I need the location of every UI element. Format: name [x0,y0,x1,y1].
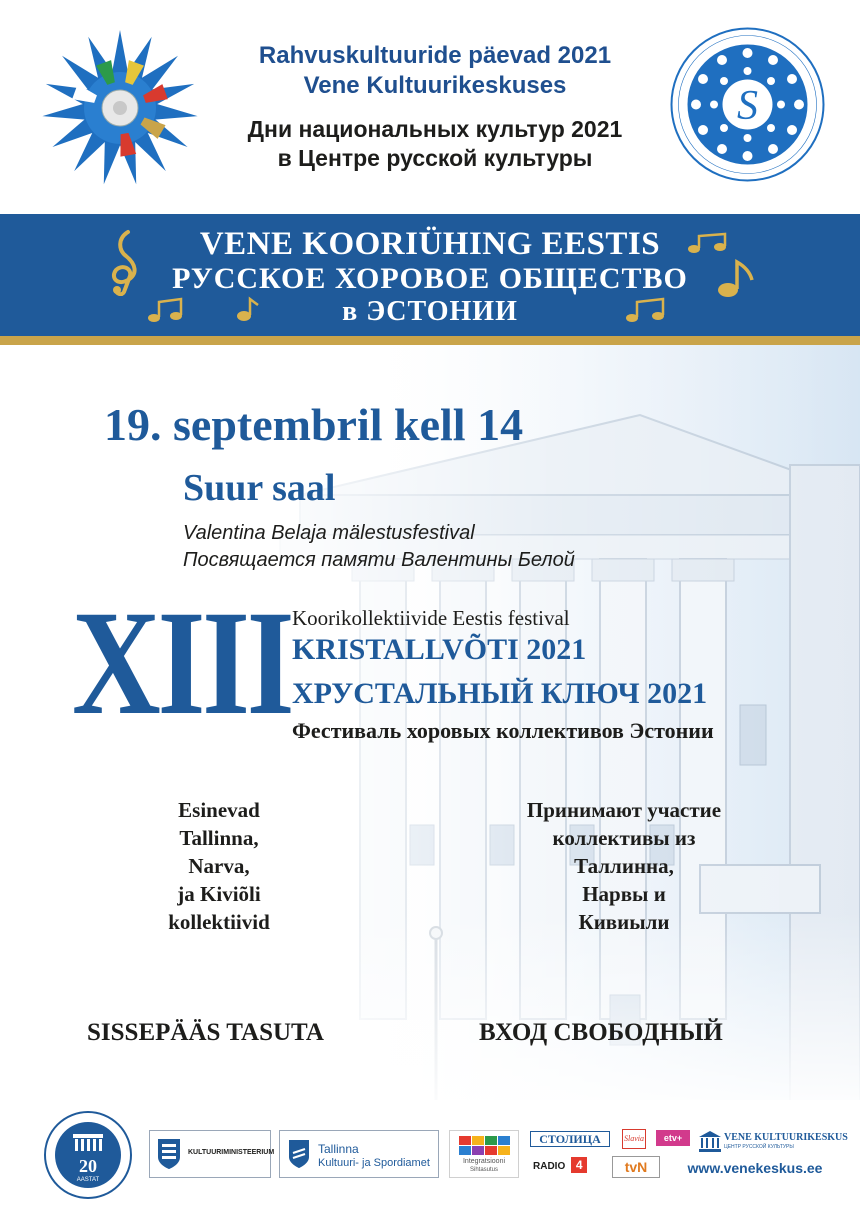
vene-kultuurikeskus-logo [698,1129,848,1155]
header-title-ru-2: в Центре русской культуры [277,145,593,171]
participants-et [140,796,298,936]
website-link[interactable]: www.venekeskus.ee [687,1160,823,1176]
festival-name-ru: ХРУСТАЛЬНЫЙ КЛЮЧ 2021 [292,677,708,710]
tallinn-label-2: Kultuuri- ja Spordiamet [318,1157,430,1169]
event-hall: Suur saal [183,467,336,509]
stolitsa-label: СТОЛИЦА [539,1132,601,1146]
tallinn-crest-icon [288,1139,310,1169]
radio-number: 4 [571,1157,587,1173]
memorial-dedication-ru: Посвящается памяти Валентины Белой [183,549,575,571]
header-title-et-2: Vene Kultuurikeskuses [303,72,567,99]
banner-title-ru-2: в ЭСТОНИИ [342,296,518,327]
memorial-dedication-et: Valentina Belaja mälestusfestival [183,522,475,544]
slavia-logo [622,1129,646,1149]
cornflower-logo-icon [40,28,200,188]
vk-logo-sub: ЦЕНТР РУССКОЙ КУЛЬТУРЫ [724,1144,794,1150]
festival-name-et: KRISTALLVÕTI 2021 [292,633,587,666]
tallinn-label-1: Tallinna [318,1142,359,1156]
participants-et-line: Tallinna, [179,826,259,850]
tvn-label: tvN [624,1159,648,1175]
participants-ru-line: Принимают участие [526,798,722,822]
header-title-ru-1: Дни национальных культур 2021 [247,116,623,142]
banner-title-ru: РУССКОЕ ХОРОВОЕ ОБЩЕСТВО [172,262,688,295]
radio-label: RADIO [533,1161,566,1172]
stolitsa-logo [530,1131,610,1147]
header-title-et-1: Rahvuskultuuride päevad 2021 [258,42,612,69]
tallinn-culture-logo [279,1130,439,1178]
admission-free-ru: ВХОД СВОБОДНЫЙ [479,1019,723,1046]
vk-20-number: 20 [79,1156,97,1176]
radio4-logo [533,1156,593,1178]
participants-ru-line: Кивиыли [578,910,670,934]
festival-subtitle-ru: Фестиваль хоровых коллективов Эстонии [292,718,714,743]
banner-gold-stripe [0,336,860,345]
ministry-logo [149,1130,275,1178]
participants-et-line: Esinevad [178,798,260,822]
participants-et-line: Narva, [188,854,250,878]
etv-label: etv+ [663,1133,683,1143]
participants-ru [493,796,755,936]
vk-logo-label: VENE KULTUURIKESKUS [724,1132,848,1143]
ministry-label: KULTUURIMINISTEERIUM [188,1149,275,1156]
admission-free-et: SISSEPÄÄS TASUTA [87,1019,324,1046]
festival-edition-numeral: XIII [72,580,292,746]
building-facade-icon [698,1129,722,1153]
participants-ru-line: Нарвы и [582,882,666,906]
participants-ru-line: Таллинна, [574,854,674,878]
union-seal-icon [670,27,825,182]
vk-20-sub: AASTAT [76,1177,100,1183]
event-date: 19. septembril kell 14 [104,399,524,450]
participants-et-line: kollektiivid [168,910,270,934]
poster-header [0,0,860,214]
integration-label-2: Sihtasutus [469,1167,499,1173]
etv-plus-logo [656,1130,690,1146]
tvn-logo [612,1156,660,1178]
integration-foundation-logo [449,1130,519,1178]
three-lions-icon [156,1137,182,1171]
slavia-label: Slavia [624,1134,644,1143]
participants-et-line: ja Kiviõli [177,882,261,906]
participants-ru-line: коллективы из [552,826,696,850]
festival-subtitle-et: Koorikollektiivide Eestis festival [292,606,570,630]
banner-title-et: VENE KOORIÜHING EESTIS [199,226,661,262]
svg-text:S: S [737,83,758,129]
vk-20-years-logo-icon [43,1110,133,1200]
integration-label-1: Integratsiooni [462,1158,506,1165]
puzzle-icon [458,1134,512,1156]
